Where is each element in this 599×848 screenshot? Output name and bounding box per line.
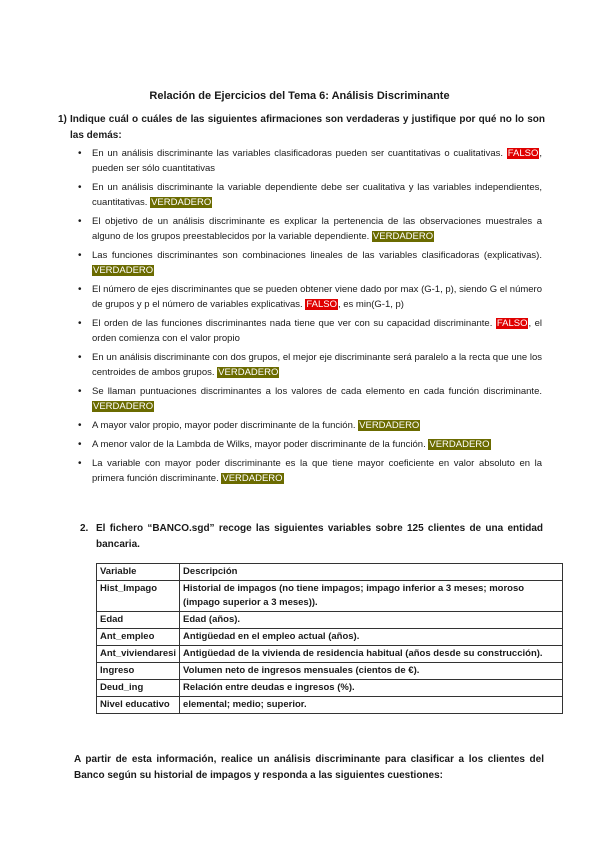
statement-text: Las funciones discriminantes son combinaciones lineales de las variables clasificadoras (explicativas). (92, 250, 542, 261)
statement-text: El número de ejes discriminantes que se pueden obtener viene dado por max (G-1, p), siendo G el número de grupos y p el número de variables explicativas. (92, 284, 542, 310)
page-title: Relación de Ejercicios del Tema 6: Análisis Discriminante (149, 90, 450, 102)
verdict-note: , el orden comienza con el valor propio (92, 318, 542, 344)
variable-cell: Deud_ing (97, 680, 180, 697)
verdict-badge: VERDADERO (359, 420, 420, 431)
statement-text: En un análisis discriminante con dos grupos, el mejor eje discriminante será paralelo a la recta que une los centroides de ambos grupos. (92, 352, 542, 378)
statement-text: A menor valor de la Lambda de Wilks, mayor poder discriminante de la función. (92, 439, 426, 450)
statement-text: Se llaman puntuaciones discriminantes a los valores de cada elemento en cada función discriminante. (92, 386, 542, 397)
bullet-icon: • (78, 420, 82, 431)
verdict-badge: FALSO (507, 148, 539, 159)
statement-text: A mayor valor propio, mayor poder discriminante de la función. (92, 420, 356, 431)
table-row (97, 646, 563, 663)
variable-cell: Edad (97, 612, 180, 629)
table-row (97, 581, 563, 612)
variable-cell: Ant_viviendaresi (97, 646, 180, 663)
verdict-badge: VERDADERO (218, 367, 279, 378)
list-item (78, 146, 542, 176)
bullet-icon: • (78, 352, 82, 363)
question-2-number: 2. (80, 523, 89, 534)
list-item (78, 384, 542, 414)
table-row (97, 663, 563, 680)
statement-text: El objetivo de un análisis discriminante es explicar la pertenencia de las observaciones muestrales a alguno de los grupos preestablecidos por la variable dependiente. (92, 216, 542, 242)
statement-text: La variable con mayor poder discriminante es la que tiene mayor coeficiente en valor absoluto en la primera función discriminante. (92, 458, 542, 484)
variables-table (96, 563, 563, 714)
description-cell: Volumen neto de ingresos mensuales (cientos de €). (180, 663, 563, 680)
bullet-icon: • (78, 318, 82, 329)
description-cell: Antigüedad de la vivienda de residencia habitual (años desde su construcción). (180, 646, 563, 663)
list-item (78, 350, 542, 380)
bullet-icon: • (78, 148, 82, 159)
statement-text: El orden de las funciones discriminantes nada tiene que ver con su capacidad discriminante. (92, 318, 493, 329)
variable-cell: Ant_empleo (97, 629, 180, 646)
question-1 (58, 112, 545, 144)
verdict-badge: VERDADERO (151, 197, 212, 208)
bullet-icon: • (78, 439, 82, 450)
column-header: Descripción (180, 564, 563, 581)
bullet-icon: • (78, 182, 82, 193)
list-item (78, 418, 542, 433)
column-header: Variable (97, 564, 180, 581)
list-item (78, 456, 542, 486)
verdict-badge: VERDADERO (222, 473, 283, 484)
question-1-text: Indique cuál o cuáles de las siguientes afirmaciones son verdaderas y justifique por qué no lo son las demás: (70, 114, 545, 141)
list-item (78, 214, 542, 244)
verdict-badge: VERDADERO (372, 231, 434, 242)
variable-cell: Nivel educativo (97, 697, 180, 714)
verdict-badge: VERDADERO (93, 401, 154, 412)
question-2 (80, 521, 543, 553)
variable-cell: Hist_Impago (97, 581, 180, 612)
question-2-text: El fichero “BANCO.sgd” recoge las siguientes variables sobre 125 clientes de una entidad bancaria. (96, 523, 543, 550)
statement-text: En un análisis discriminante las variables clasificadoras pueden ser cuantitativas o cualitativas. (92, 148, 504, 159)
instructions-paragraph: A partir de esta información, realice un análisis discriminante para clasificar a los clientes del Banco según su historial de impagos y responda a las siguientes cuestiones: (74, 754, 544, 781)
table-row (97, 612, 563, 629)
description-cell: elemental; medio; superior. (180, 697, 563, 714)
bullet-icon: • (78, 284, 82, 295)
verdict-badge: FALSO (306, 299, 337, 310)
verdict-note: , pueden ser sólo cuantitativas (92, 148, 542, 174)
table-header-row (97, 564, 563, 581)
list-item (78, 316, 542, 346)
bullet-icon: • (78, 216, 82, 227)
list-item (78, 248, 542, 278)
statements-list (78, 146, 542, 486)
verdict-badge: FALSO (496, 318, 528, 329)
list-item (78, 180, 542, 210)
table-row (97, 697, 563, 714)
bullet-icon: • (78, 250, 82, 261)
description-cell: Historial de impagos (no tiene impagos; impago inferior a 3 meses; moroso (impago superior a 3 meses)). (180, 581, 563, 612)
list-item (78, 282, 542, 312)
bullet-icon: • (78, 458, 82, 469)
verdict-badge: VERDADERO (93, 265, 154, 276)
description-cell: Edad (años). (180, 612, 563, 629)
verdict-note: , es min(G-1, p) (337, 299, 404, 310)
bullet-icon: • (78, 386, 82, 397)
description-cell: Relación entre deudas e ingresos (%). (180, 680, 563, 697)
question-1-number: 1) (58, 114, 67, 125)
variable-cell: Ingreso (97, 663, 180, 680)
list-item (78, 437, 542, 452)
table-row (97, 680, 563, 697)
description-cell: Antigüedad en el empleo actual (años). (180, 629, 563, 646)
statement-text: En un análisis discriminante la variable dependiente debe ser cualitativa y las variables independientes, cuantitativas. (92, 182, 542, 208)
table-row (97, 629, 563, 646)
verdict-badge: VERDADERO (429, 439, 490, 450)
